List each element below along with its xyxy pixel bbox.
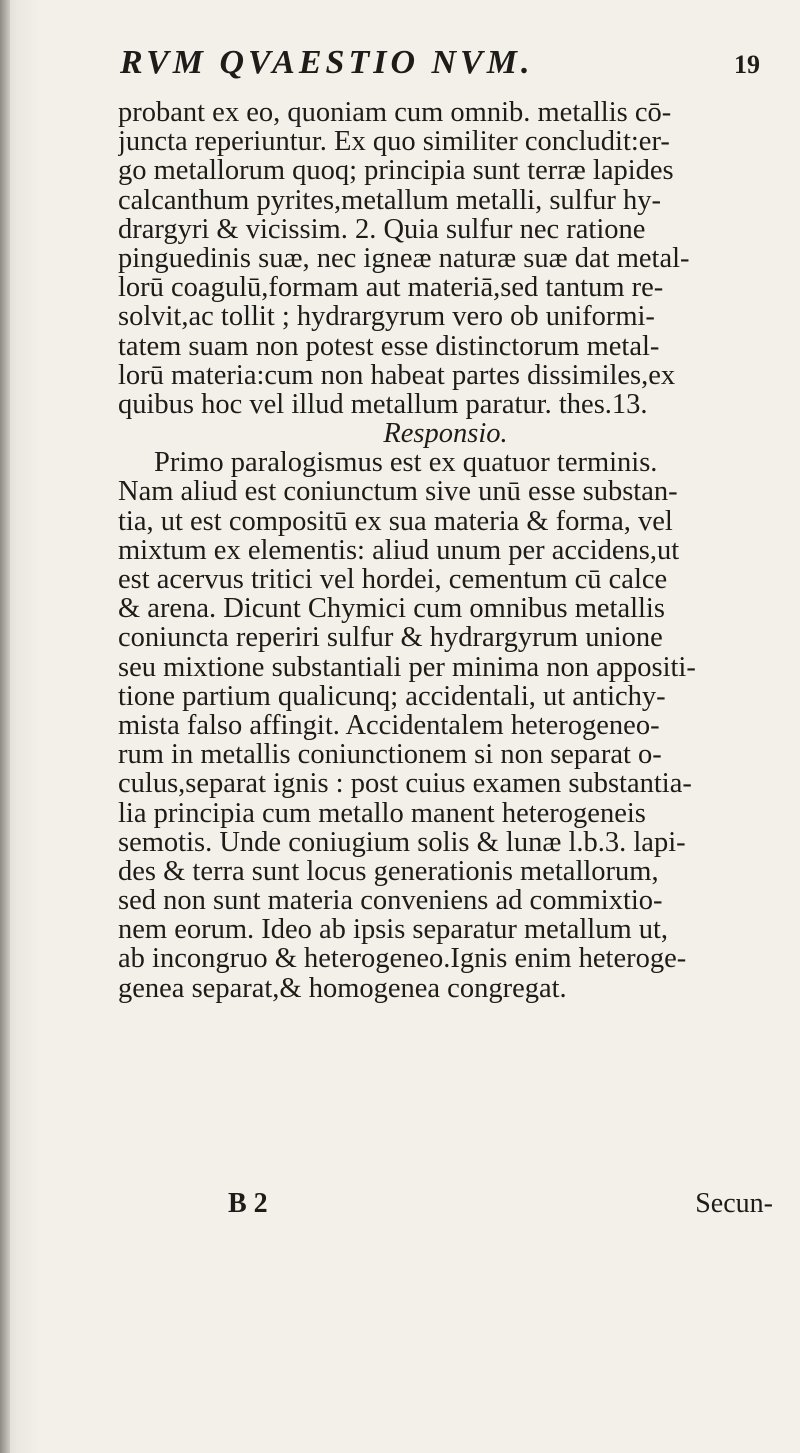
text-line: des & terra sunt locus generationis metallorum, (118, 856, 659, 887)
text-line: solvit,ac tollit ; hydrargyrum vero ob uniformi- (118, 302, 655, 332)
text-line: go metallorum quoq; principia sunt terræ lapides (118, 156, 674, 186)
section-heading: Responsio. (383, 419, 508, 449)
text-line: est acervus tritici vel hordei, cementum cū calce (118, 565, 668, 595)
text-line: nem eorum. Ideo ab ipsis separatur metallum ut, (118, 915, 669, 945)
text-line: calcanthum pyrites,metallum metalli, sulfur hy- (118, 185, 661, 215)
signature-mark: B 2 (228, 1188, 268, 1219)
text-line: Primo paralogismus est ex quatuor terminis. (154, 448, 658, 478)
text-line: lorū materia:cum non habeat partes dissimiles,ex (118, 360, 676, 390)
text-line: pinguedinis suæ, nec igneæ naturæ suæ dat metal- (118, 243, 690, 274)
text-line: genea separat,& homogenea congregat. (118, 973, 567, 1003)
page-gutter-shadow (0, 0, 10, 1453)
text-line: & arena. Dicunt Chymici cum omnibus metallis (118, 594, 665, 624)
text-line: Nam aliud est coniunctum sive unū esse substan- (118, 477, 678, 507)
text-line: rum in metallis coniunctionem si non separat o- (118, 740, 662, 770)
page-number: 19 (734, 50, 760, 79)
text-line: seu mixtione substantiali per minima non appositi- (118, 652, 696, 682)
page-header (120, 44, 760, 94)
text-line: tia, ut est compositū ex sua materia & forma, vel (118, 506, 673, 536)
text-line: sed non sunt materia conveniens ad commixtio- (118, 886, 663, 916)
body-text (118, 98, 773, 1003)
text-line: culus,separat ignis : post cuius examen substantia- (118, 769, 692, 799)
text-line: quibus hoc vel illud metallum paratur. thes.13. (118, 389, 648, 420)
text-line: mixtum ex elementis: aliud unum per accidens,ut (118, 535, 680, 565)
text-line: drargyri & vicissim. 2. Quia sulfur nec ratione (118, 214, 646, 244)
text-line: mista falso affingit. Accidentalem heterogeneo- (118, 710, 660, 741)
text-line: lorū coagulū,formam aut materiā,sed tantum re- (118, 273, 664, 303)
catchword: Secun- (695, 1188, 773, 1219)
text-line: probant ex eo, quoniam cum omnib. metallis cō- (118, 98, 672, 128)
running-head: RVM QVAESTIO NVM. (120, 44, 534, 81)
paragraph-1 (118, 98, 773, 419)
text-line: coniuncta reperiri sulfur & hydrargyrum unione (118, 623, 663, 653)
text-line: tione partium qualicunq; accidentali, ut antichy- (118, 681, 666, 711)
text-line: lia principia cum metallo manent heterogeneis (118, 798, 646, 828)
text-line: semotis. Unde coniugium solis & lunæ l.b.3. lapi- (118, 827, 686, 857)
text-line: juncta reperiuntur. Ex quo similiter concludit:er- (118, 127, 670, 157)
page-footer (118, 1188, 773, 1228)
text-line: ab incongruo & heterogeneo.Ignis enim heteroge- (118, 944, 687, 974)
text-line: tatem suam non potest esse distinctorum metal- (118, 331, 660, 361)
paragraph-2 (118, 419, 773, 1003)
